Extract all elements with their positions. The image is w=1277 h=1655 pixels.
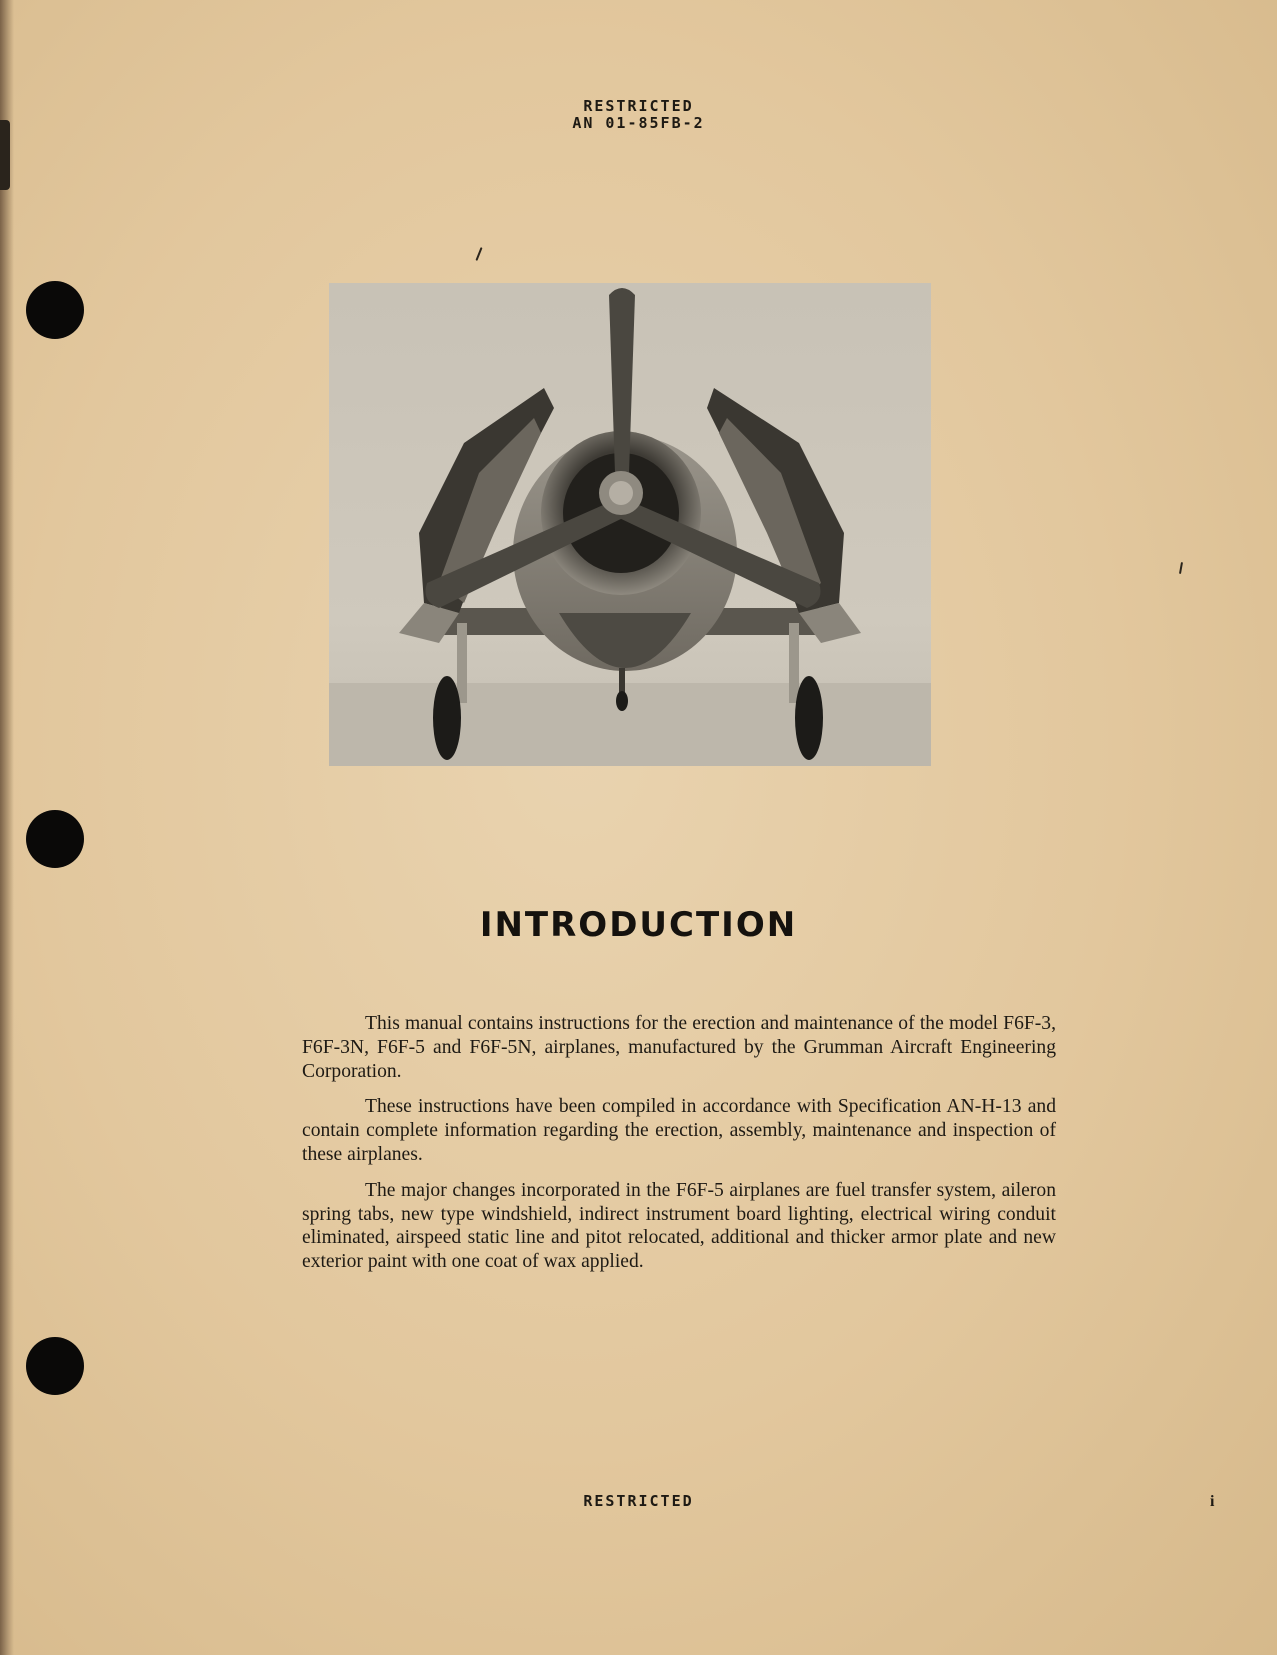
- punch-hole-middle: [26, 810, 84, 868]
- punch-hole-top: [26, 281, 84, 339]
- punch-hole-bottom: [26, 1337, 84, 1395]
- paragraph: These instructions have been compiled in accordance with Specification AN-H-13 and contain complete information regarding the erection, assembly, maintenance and inspection of these airplanes.: [302, 1096, 1056, 1165]
- page-edge: [0, 0, 14, 1655]
- header-classification: RESTRICTED: [583, 97, 694, 115]
- footer-classification: RESTRICTED: [583, 1492, 694, 1510]
- paragraph: This manual contains instructions for the erection and maintenance of the model F6F-3, F6F-3N, F6F-5 and F6F-5N, airplanes, manufactured by the Grumman Aircraft Engineering Corporation.: [302, 1013, 1056, 1082]
- introduction-body: [302, 1012, 1056, 1286]
- page-number: i: [1210, 1493, 1215, 1510]
- header: [0, 98, 1277, 132]
- document-number: AN 01-85FB-2: [572, 114, 705, 132]
- airplane-photo: [329, 283, 931, 766]
- pencil-mark: [475, 247, 482, 261]
- paragraph: The major changes incorporated in the F6F-5 airplanes are fuel transfer system, aileron spring tabs, new type windshield, indirect instrument board lighting, electrical wiring conduit eliminated, airspeed static line and pitot relocated, additional and thicker armor plate and new exterior paint with one coat of wax applied.: [302, 1179, 1056, 1273]
- section-title: INTRODUCTION: [479, 905, 798, 945]
- airplane-front-view-illustration: [329, 283, 931, 766]
- pencil-mark: [1179, 562, 1183, 574]
